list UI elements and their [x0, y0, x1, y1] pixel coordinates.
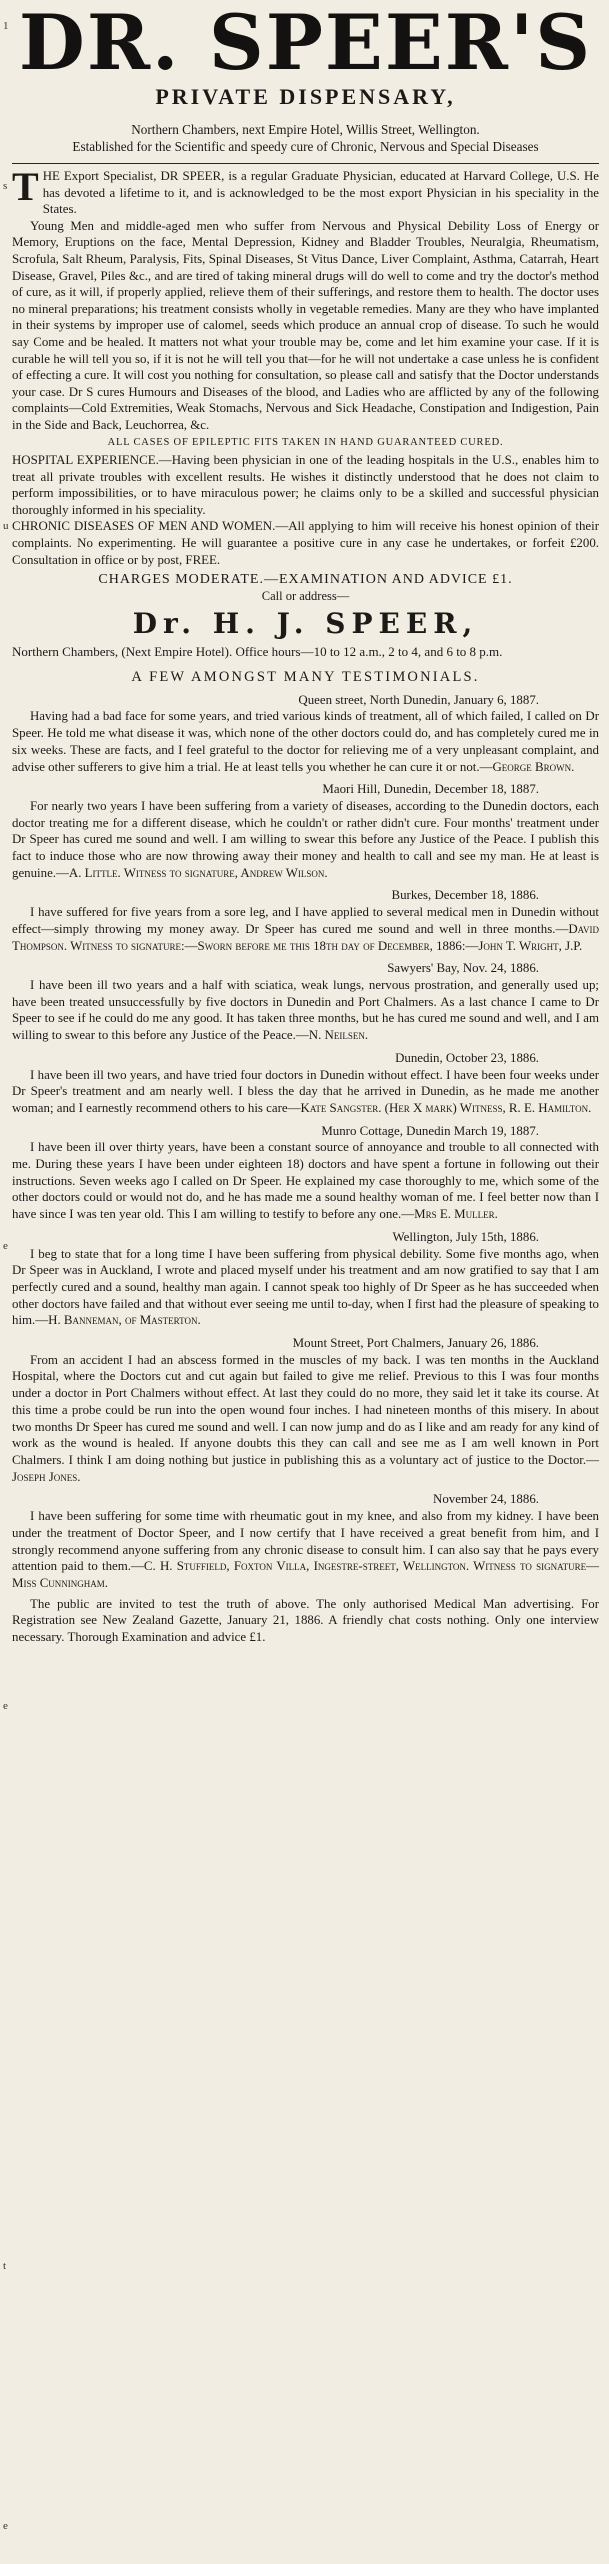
testimonial-place: Burkes, December 18, 1886.	[391, 888, 539, 903]
testimonials-list	[12, 692, 599, 1592]
testimonial-text: From an accident I had an abscess formed in the muscles of my back. I was ten months in the Auckland Hospital, where the Doctors cut and cut again but failed to give me relief. Previous to this I was four months under a doctor in Port Chalmers without effect. At last they could do no more, they said let it take its course. At this time a probe could be run into the open wound four inches. I had nineteen months of this misery. In about two months Dr Speer has cured me sound and well. I can now jump and do as I like and am ready for any kind of work as the wound is healed. If anyone doubts this they can call and see me as I am well known in Port Chalmers. I think I am doing nothing but justice in publishing this as a voluntary act of justice to the Doctor.—	[12, 1352, 599, 1467]
testimonial-place: Queen street, North Dunedin, January 6, 1887.	[298, 692, 539, 707]
testimonial-place: Wellington, July 15th, 1886.	[392, 1229, 539, 1244]
testimonial-signature: David Thompson. Witness to signature:—Sworn before me this 18th day of December, 1886:—John T. Wright, J.P.	[12, 921, 599, 953]
intro-section	[12, 164, 599, 568]
doctor-name: Dr. H. J. SPEER,	[132, 607, 479, 641]
drop-cap: T	[12, 164, 39, 209]
column-edge-mark: t	[3, 2260, 7, 2272]
column-edge-mark: s	[3, 180, 8, 192]
testimonial-place: Munro Cottage, Dunedin March 19, 1887.	[321, 1123, 539, 1138]
testimonial-signature: N. Neilsen.	[308, 1028, 369, 1043]
column-edge-mark: u	[3, 520, 9, 532]
testimonial-place: Dunedin, October 23, 1886.	[395, 1050, 539, 1065]
testimonial-text: I have been ill two years and a half with sciatica, weak lungs, nervous prostration, and generally used up; have been treated unsuccessfully by five doctors in Dunedin and Port Chalmers. As a last chance I came to Dr Speer to see if he could do me any good. It has taken three months, but he has cured me sound and well, and I am willing to swear to this before any Justice of the Peace.—	[12, 978, 599, 1043]
testimonial	[12, 960, 599, 1044]
charges-line: CHARGES MODERATE.—EXAMINATION AND ADVICE £1.	[98, 572, 513, 588]
young-men-paragraph: Young Men and middle-aged men who suffer from Nervous and Physical Debility Loss of Energy or Memory, Eruptions on the face, Mental Depression, Kidney and Bladder Troubles, Neuralgia, Rheumatism, Scrofula, Salt Rheum, Paralysis, Fits, Spinal Diseases, St Vitus Dance, Liver Complaint, Asthma, Catarrah, Heart Disease, Gravel, Piles &c., and are tired of taking mineral drugs will do well to come and try the doctor's method of cure, as it will, if properly applied, relieve them of their sufferings, and restore them to health. The doctor uses no mineral preparations; his treatment consists wholly in vegetable remedies. Many are they who have implanted in their systems by improper use of calomel, seeds which produce an annual crop of disease. To such he would say Come and be healed. It matters not what your trouble may be, come and let him examine your case. If it is curable he will tell you so, if it is not he will tell you that—for he will not undertake a case unless he is confident of effecting a cure. It will cost you nothing for consultation, so please call and satisfy that the Doctor understands your case. Dr S cures Humours and Diseases of the blood, and Ladies who are afflicted by any of the following complaints—Cold Extremities, Weak Stomachs, Nervous and Sick Headache, Constipation and Indigestion, Pain in the Side and Back, Leuchorrea, &c.	[12, 218, 599, 432]
testimonial	[12, 887, 599, 954]
testimonial-signature: C. H. Stuffield, Foxton Villa, Ingestre-street, Wellington. Witness to signature—Miss Cunningham.	[12, 1559, 599, 1590]
testimonial-signature: Joseph Jones.	[12, 1469, 81, 1484]
testimonial-place: November 24, 1886.	[433, 1492, 539, 1507]
address-line: Northern Chambers, next Empire Hotel, Willis Street, Wellington.	[131, 122, 480, 137]
testimonial-signature: A. Little. Witness to signature, Andrew Wilson.	[68, 865, 328, 880]
hospital-heading: HOSPITAL EXPERIENCE.	[12, 453, 159, 468]
intro-paragraph: HE Export Specialist, DR SPEER, is a regular Graduate Physician, educated at Harvard College, U.S. He has devoted a lifetime to it, and is acknowledged to be the most export Physician in his speciality in the States.	[42, 169, 599, 217]
testimonial-signature: George Brown.	[492, 759, 575, 774]
testimonial	[12, 1335, 599, 1485]
column-edge-mark: 1	[3, 20, 9, 32]
testimonial-text: I beg to state that for a long time I have been suffering from physical debility. Some five months ago, when Dr Speer was in Auckland, I wrote and placed myself under his treatment and am now gratified to say that I am perfectly cured and a sound, healthy man again. I cannot speak too highly of Dr Speer as he has succeeded when other doctors have failed and that without ever seeing me until to-day, when I first had the pleasure of speaking to him.—	[12, 1246, 599, 1328]
testimonial-text: I have been ill over thirty years, have been a constant source of annoyance and trouble to all connected with me. During these years I have been under eighteen 18) doctors and have spent a fortune in following out their instructions. Seven weeks ago I called on Dr Speer. He explained my case thoroughly to me, which some of the other doctors could or would not do, and he has made me a sound healthy woman of me. I feel better now than I have since I was ten year old. This I am willing to testify to before any one.—	[12, 1140, 599, 1222]
testimonial-signature: H. Banneman, of Masterton.	[48, 1313, 201, 1328]
epileptic-note: ALL CASES OF EPILEPTIC FITS TAKEN IN HAND GUARANTEED CURED.	[107, 436, 504, 448]
testimonial	[12, 1229, 599, 1329]
testimonial-text: I have suffered for five years from a sore leg, and I have applied to several medical men in Dunedin without effect—simply throwing my money away. Dr Speer has cured me sound and well in three months.—	[12, 905, 599, 936]
column-edge-mark: e	[3, 1240, 8, 1252]
hospital-text: —Having been physician in one of the leading hospitals in the U.S., enables him to treat all private troubles with excellent results. He wishes it distinctly understood that he does not claim to perform impossibilities, or to have miraculous power; he claims only to be a skilled and successful physician thoroughly informed in his speciality.	[12, 453, 599, 517]
testimonial	[12, 1050, 599, 1117]
testimonial-text: Having had a bad face for some years, and tried various kinds of treatment, all of which failed, I called on Dr Speer. He told me what disease it was, which none of the other doctors could do, and has completely cured me in six weeks. These are facts, and I feel grateful to the doctor for relieving me of a very unpleasant complaint, and advise other sufferers to give him a trial. He at least tells you whether he can cure it or not.—	[12, 709, 599, 774]
chronic-text: —All applying to him will receive his honest opinion of their complaints. No experimenting. He will guarantee a positive cure in any case he undertakes, or forfeit £200. Consultation in office or by post, FREE.	[12, 519, 599, 567]
testimonial-place: Sawyers' Bay, Nov. 24, 1886.	[387, 961, 539, 976]
testimonial	[12, 1491, 599, 1591]
testimonial-text: I have been ill two years, and have tried four doctors in Dunedin without effect. I have been four weeks under Dr Speer's treatment and am nearly well. I bless the day that he arrived in Dunedin, as he made me another woman; and I earnestly recommend others to his care—	[12, 1067, 599, 1115]
testimonial-place: Mount Street, Port Chalmers, January 26, 1886.	[292, 1336, 539, 1351]
testimonial-signature: Mrs E. Muller.	[414, 1207, 498, 1222]
testimonial-place: Maori Hill, Dunedin, December 18, 1887.	[322, 782, 539, 797]
footer-text: The public are invited to test the truth of above. The only authorised Medical Man advertising. For Registration see New Zealand Gazette, January 21, 1886. A friendly chat costs nothing. Only one interview necessary. Thorough Examination and advice £1.	[12, 1596, 599, 1645]
call-line: Call or address—	[261, 589, 350, 604]
established-line: Established for the Scientific and speedy cure of Chronic, Nervous and Special Diseases	[72, 138, 539, 154]
column-edge-mark: e	[3, 2520, 8, 2532]
testimonial	[12, 1123, 599, 1223]
testimonial-text: For nearly two years I have been suffering from a variety of diseases, according to the Dunedin doctors, each doctor treating me for a different disease, which he couldn't or rather didn't cure. Four months' treatment under Dr Speer has cured me sound and well. I am willing to swear this before any Justice of the Peace. I publish this fact to induce those who are now throwing away their money and health to call and see my man. He at least is genuine.—	[12, 798, 599, 880]
office-hours: Northern Chambers, (Next Empire Hotel). Office hours—10 to 12 a.m., 2 to 4, and 6 to 8 p.m.	[12, 644, 503, 660]
testimonial	[12, 692, 599, 776]
divider	[12, 163, 599, 164]
testimonial-signature: Kate Sangster. (Her X mark) Witness, R. E. Hamilton.	[300, 1100, 592, 1115]
column-edge-mark: e	[3, 1700, 8, 1712]
subheading: PRIVATE DISPENSARY,	[155, 84, 456, 109]
testimonials-title: A FEW AMONGST MANY TESTIMONIALS.	[131, 668, 480, 685]
testimonial-text: I have been suffering for some time with rheumatic gout in my knee, and also from my kidney. I have been under the treatment of Doctor Speer, and I now certify that I have received a great benefit from him, and I strongly recommend anyone suffering from any chronic disease to consult him. I can also say that he pays every attention paid to them.—	[12, 1509, 599, 1574]
masthead-title: DR. SPEER'S	[18, 0, 593, 87]
testimonial	[12, 781, 599, 881]
address-block	[12, 122, 599, 155]
closing-notice	[12, 1596, 599, 1646]
chronic-heading: CHRONIC DISEASES OF MEN AND WOMEN.	[12, 519, 276, 534]
